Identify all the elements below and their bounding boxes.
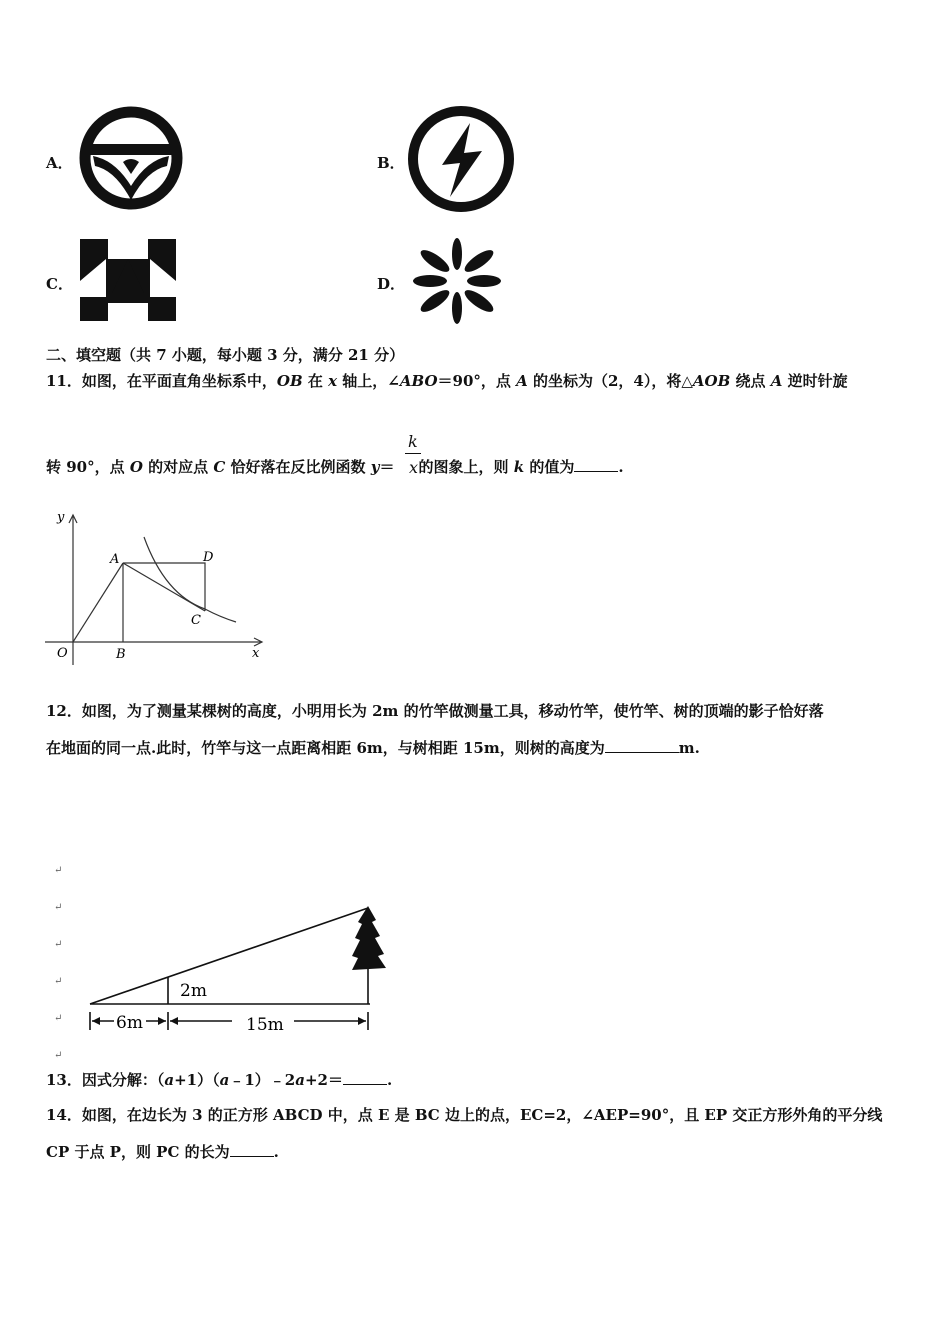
fig11-label-y: y [57,510,65,525]
fig11-label-B: B [116,647,126,662]
option-d-label: D． [377,275,406,293]
option-c-logo [78,237,178,323]
q12-line1: 12．如图，为了测量某棵树的高度，小明用长为 2m 的竹竿做测量工具，移动竹竿，使竹竿、树的顶端的影子恰好落 [46,702,824,720]
fig11-label-A: A [110,552,120,567]
fig11-label-D: D [203,550,214,565]
q11-line2: 转 90°，点 O 的对应点 C 恰好落在反比例函数 y＝ 的图象上，则 k 的值为 . [46,458,624,476]
q14-line1: 14．如图，在边长为 3 的正方形 ABCD 中，点 E 是 BC 边上的点，EC=2，∠AEP=90°，且 EP 交正方形外角的平分线 [46,1106,883,1124]
fig11-label-x: x [252,646,260,661]
fraction-numerator: k [408,432,418,451]
fig12-pole-label: 2m [180,981,207,1001]
option-c-label: C． [46,275,73,293]
option-a-logo [75,100,187,216]
answer-blank-12[interactable] [605,738,679,753]
option-b-label: B． [377,154,405,172]
answer-blank-13[interactable] [343,1070,387,1085]
option-b-lightning-logo [404,101,518,217]
section-heading: 二、填空题（共 7 小题，每小题 3 分，满分 21 分） [46,346,405,364]
option-a-label: A． [46,154,73,172]
answer-blank-14[interactable] [230,1142,274,1157]
q12-line2: 在地面的同一点.此时，竹竿与这一点距离相距 6m，与树相距 15m，则树的高度为 m. [46,739,700,757]
option-d-flower-logo [405,237,509,325]
answer-blank-11[interactable] [574,457,618,472]
fraction-bar [405,453,421,454]
fig11-label-C: C [191,613,201,628]
fraction-denominator: x [409,458,419,477]
return-marks: ↵ ↵ ↵ ↵ ↵ ↵ [54,865,63,1061]
fig12-distance-15m: 15m [246,1015,284,1035]
fig11-label-O: O [57,646,68,661]
q11-line1: 11．如图，在平面直角坐标系中，OB 在 x 轴上，∠ABO＝90°，点 A 的坐标为（2，4），将△AOB 绕点 A 逆时针旋 [46,372,848,390]
q11-coordinate-figure [40,505,270,670]
q14-line2: CP 于点 P，则 PC 的长为 . [46,1143,279,1161]
q13-line: 13．因式分解：（a+1）（a﹣1）﹣2a+2＝ . [46,1071,393,1089]
q12-tree-figure [80,880,400,1048]
fig12-distance-6m: 6m [116,1013,143,1033]
